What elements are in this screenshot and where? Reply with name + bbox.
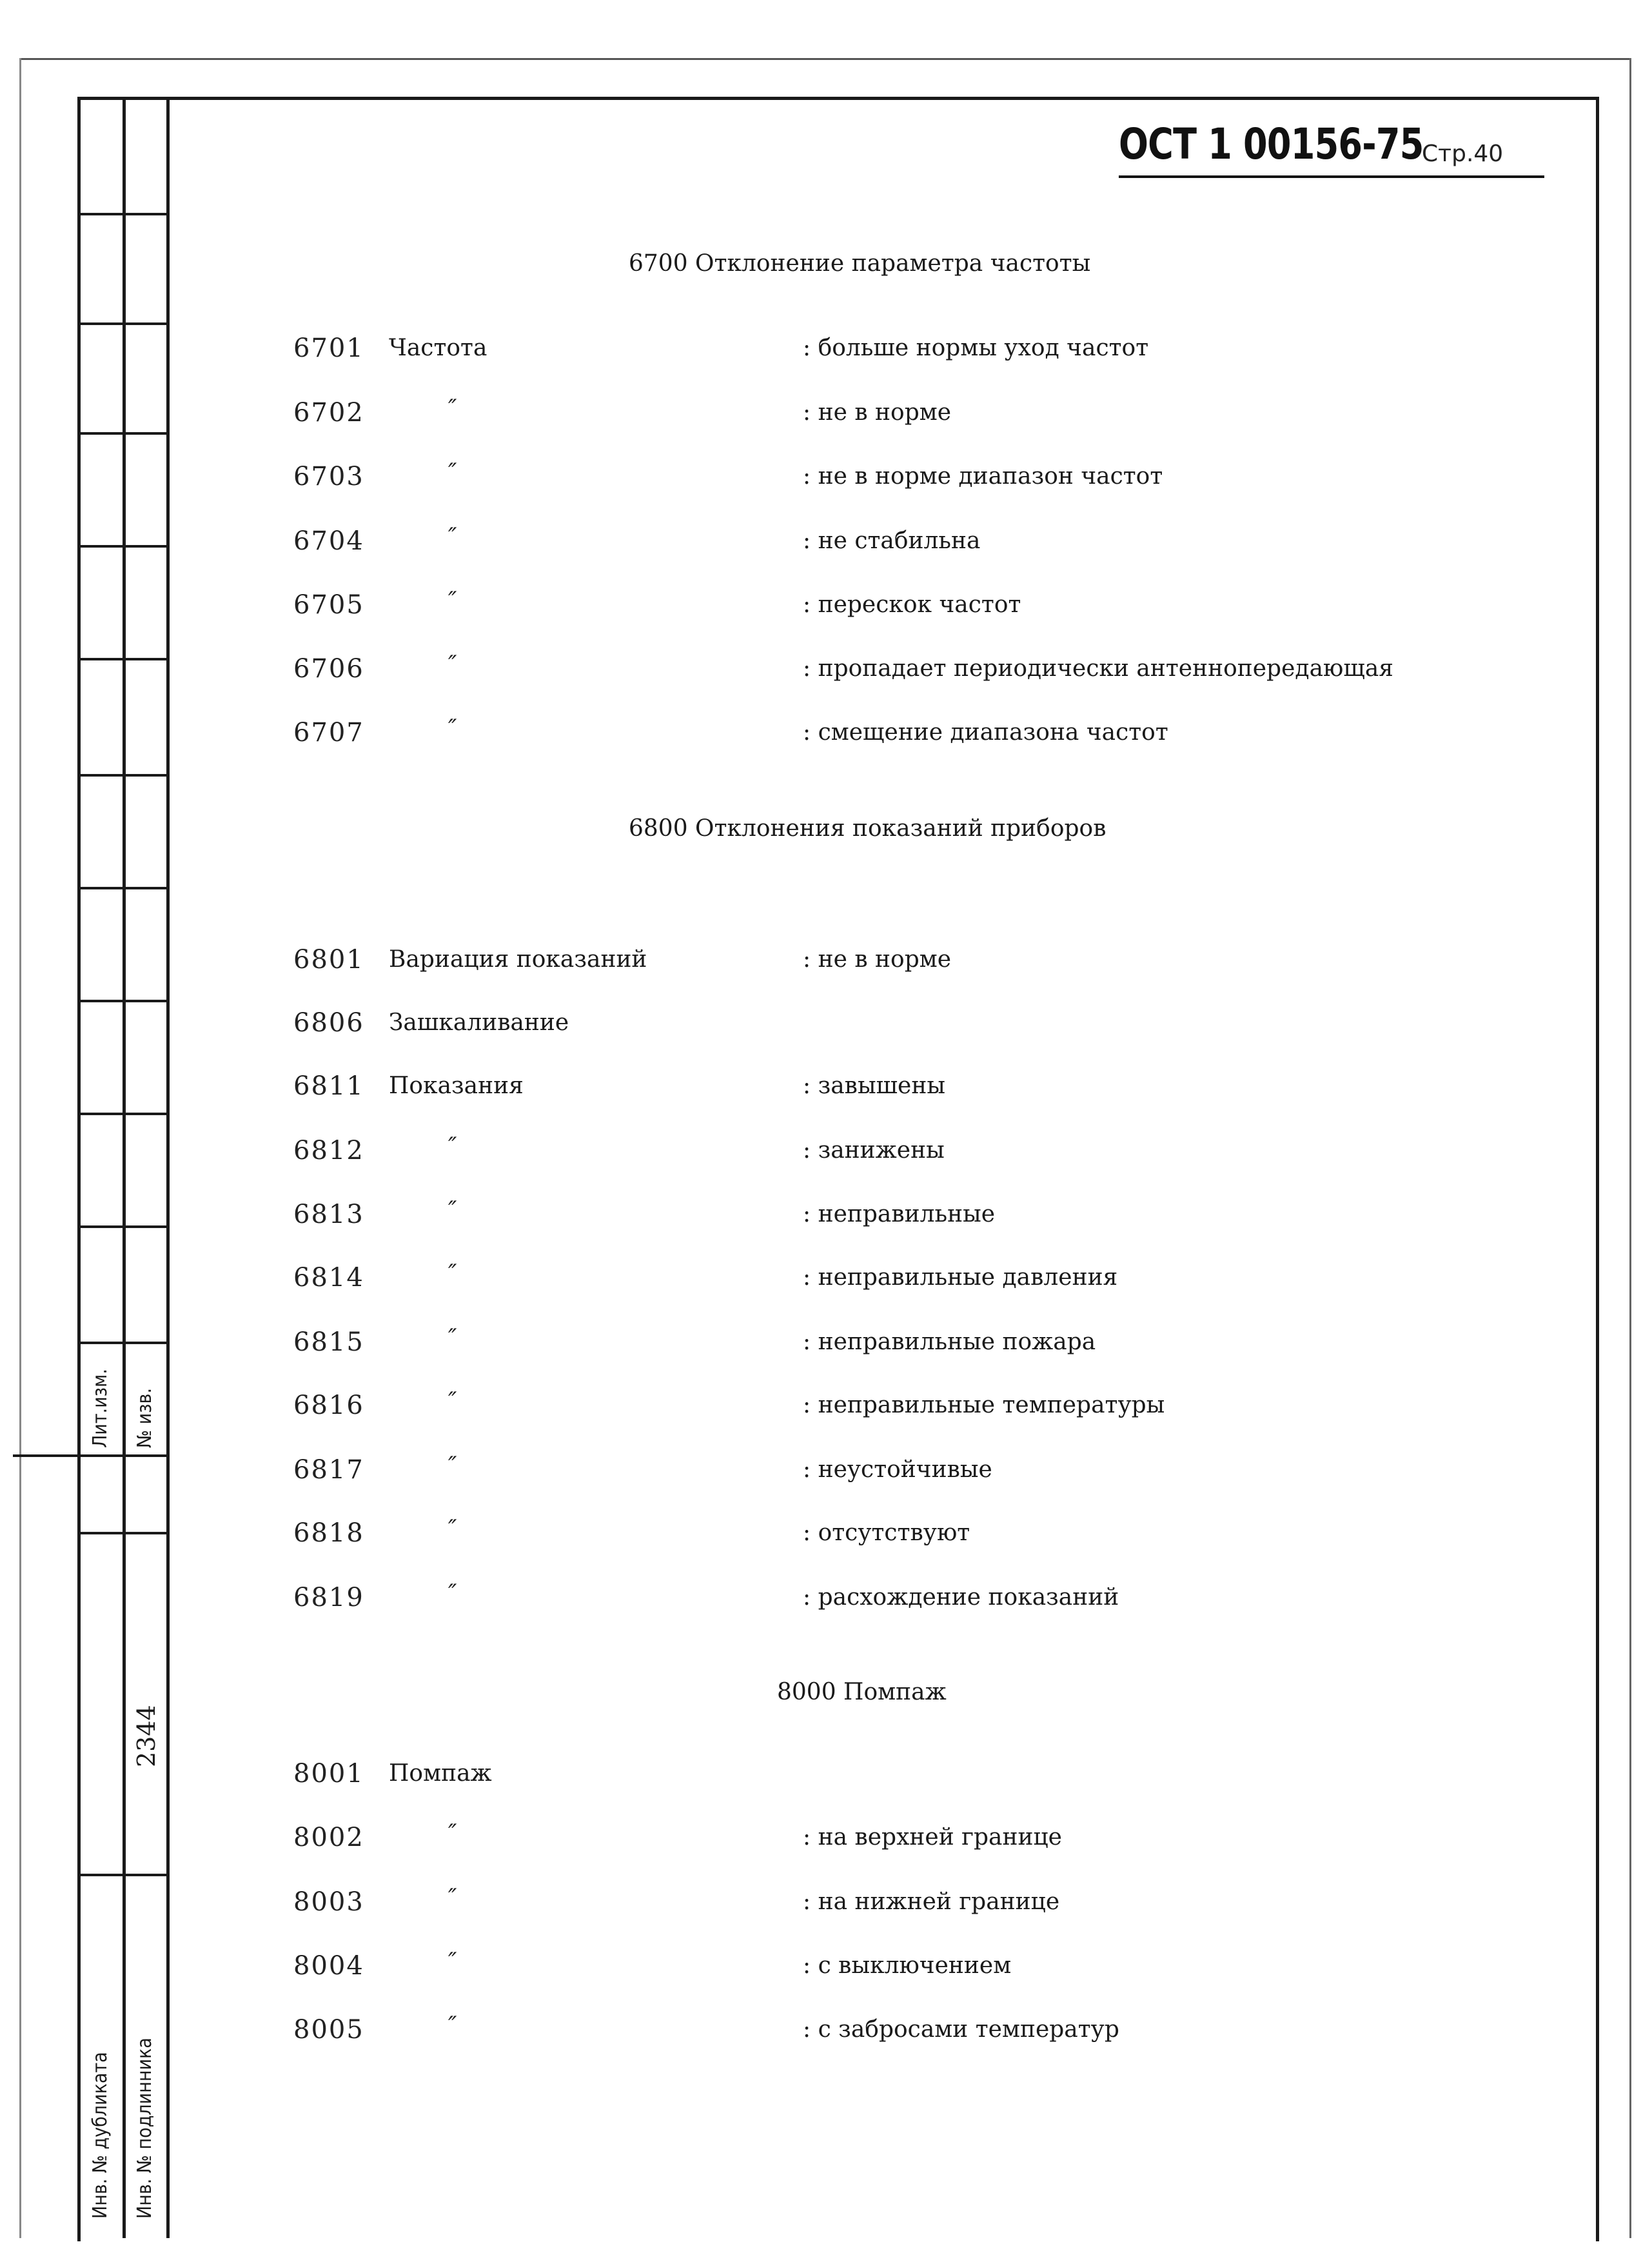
row-code: 6819 xyxy=(293,1583,364,1612)
sheet-edge-top xyxy=(19,58,1631,60)
sheet-edge-left xyxy=(19,58,21,2238)
row-label: Помпаж xyxy=(389,1760,492,1787)
ditto-mark: ″ xyxy=(448,1197,457,1224)
ditto-mark: ″ xyxy=(448,1133,457,1160)
stamp-column-line xyxy=(77,97,81,2238)
row-description: : на верхней границе xyxy=(803,1824,1062,1850)
row-description: : смещение диапазона частот xyxy=(803,719,1168,746)
original-inventory-value: 2344 xyxy=(132,1705,161,1767)
row-code: 6818 xyxy=(293,1518,364,1548)
stamp-row-line xyxy=(77,322,170,325)
section-heading: 6700 Отклонение параметра частоты xyxy=(629,250,1091,277)
ditto-mark: ″ xyxy=(448,1820,457,1847)
row-description: : неправильные пожара xyxy=(803,1329,1096,1355)
row-description: : неправильные давления xyxy=(803,1264,1118,1291)
row-description: : с выключением xyxy=(803,1952,1012,1979)
row-description: : на нижней границе xyxy=(803,1889,1060,1915)
notice-number-label: № изв. xyxy=(133,1387,156,1448)
row-code: 6814 xyxy=(293,1263,364,1293)
ditto-mark: ″ xyxy=(448,1949,457,1975)
stamp-column-line xyxy=(123,97,126,2238)
row-code: 8004 xyxy=(293,1951,364,1981)
row-label: Вариация показаний xyxy=(389,946,647,973)
row-code: 6806 xyxy=(293,1008,364,1038)
row-code: 6703 xyxy=(293,462,364,491)
row-label: Зашкаливание xyxy=(389,1009,569,1036)
row-code: 6816 xyxy=(293,1391,364,1420)
stamp-row-line xyxy=(77,1225,170,1228)
row-description: : расхождение показаний xyxy=(803,1584,1119,1611)
row-code: 6704 xyxy=(293,526,364,556)
ditto-mark: ″ xyxy=(448,2012,457,2039)
stamp-column-line xyxy=(166,97,170,2238)
ditto-mark: ″ xyxy=(448,1580,457,1607)
row-code: 8001 xyxy=(293,1759,364,1789)
row-code: 6812 xyxy=(293,1136,364,1165)
stamp-row-line xyxy=(77,1342,170,1344)
ditto-mark: ″ xyxy=(448,395,457,422)
stamp-row-line xyxy=(77,432,170,435)
row-description: : с забросами температур xyxy=(803,2016,1119,2043)
row-label: Частота xyxy=(389,335,487,361)
row-code: 6815 xyxy=(293,1327,364,1357)
row-code: 6817 xyxy=(293,1455,364,1485)
row-description: : завышены xyxy=(803,1073,946,1099)
ditto-mark: ″ xyxy=(448,1388,457,1414)
stamp-row-line xyxy=(77,1874,170,1876)
row-code: 8002 xyxy=(293,1823,364,1852)
row-description: : неправильные xyxy=(803,1201,996,1227)
row-label: Показания xyxy=(389,1073,524,1099)
stamp-row-line xyxy=(77,545,170,548)
row-code: 6801 xyxy=(293,945,364,975)
row-description: : занижены xyxy=(803,1137,945,1164)
stamp-row-line xyxy=(77,887,170,889)
page-number: Стр.40 xyxy=(1422,141,1504,167)
ditto-mark: ″ xyxy=(448,1325,457,1351)
duplicate-inventory-label: Инв. № дубликата xyxy=(89,2052,112,2219)
stamp-row-line xyxy=(77,1532,170,1534)
row-code: 6705 xyxy=(293,590,364,620)
ditto-mark: ″ xyxy=(448,459,457,486)
row-description: : пропадает периодически антеннопередающая xyxy=(803,655,1394,682)
stamp-row-line xyxy=(77,658,170,660)
row-description: : не в норме xyxy=(803,399,952,426)
stamp-row-line xyxy=(13,1454,170,1457)
row-code: 6811 xyxy=(293,1071,364,1101)
section-heading: 6800 Отклонения показаний приборов xyxy=(629,815,1106,842)
original-inventory-label: Инв. № подлинника xyxy=(133,2038,156,2219)
document-code: ОСТ 1 00156-75 xyxy=(1119,119,1424,169)
sheet-edge-right xyxy=(1629,58,1631,2238)
stamp-row-line xyxy=(77,213,170,215)
row-description: : перескок частот xyxy=(803,591,1021,618)
ditto-mark: ″ xyxy=(448,1453,457,1479)
ditto-mark: ″ xyxy=(448,651,457,678)
ditto-mark: ″ xyxy=(448,524,457,550)
row-description: : не в норме xyxy=(803,946,952,973)
row-code: 6706 xyxy=(293,654,364,684)
ditto-mark: ″ xyxy=(448,715,457,742)
row-code: 6813 xyxy=(293,1200,364,1229)
row-description: : отсутствуют xyxy=(803,1520,970,1546)
row-description: : больше нормы уход частот xyxy=(803,335,1149,361)
stamp-row-line xyxy=(77,774,170,777)
ditto-mark: ″ xyxy=(448,1885,457,1911)
stamp-row-line xyxy=(77,1000,170,1002)
row-code: 6707 xyxy=(293,718,364,748)
ditto-mark: ″ xyxy=(448,1516,457,1542)
header-underline xyxy=(1119,175,1544,178)
row-description: : не стабильна xyxy=(803,528,981,554)
ditto-mark: ″ xyxy=(448,588,457,614)
section-heading: 8000 Помпаж xyxy=(777,1679,947,1705)
stamp-row-line xyxy=(77,1113,170,1115)
row-code: 6702 xyxy=(293,398,364,428)
row-description: : неправильные температуры xyxy=(803,1392,1165,1418)
row-code: 8003 xyxy=(293,1887,364,1917)
ditto-mark: ″ xyxy=(448,1260,457,1287)
change-letter-label: Лит.изм. xyxy=(89,1369,112,1448)
row-description: : не в норме диапазон частот xyxy=(803,463,1163,490)
row-description: : неустойчивые xyxy=(803,1456,992,1483)
row-code: 6701 xyxy=(293,333,364,363)
row-code: 8005 xyxy=(293,2015,364,2045)
